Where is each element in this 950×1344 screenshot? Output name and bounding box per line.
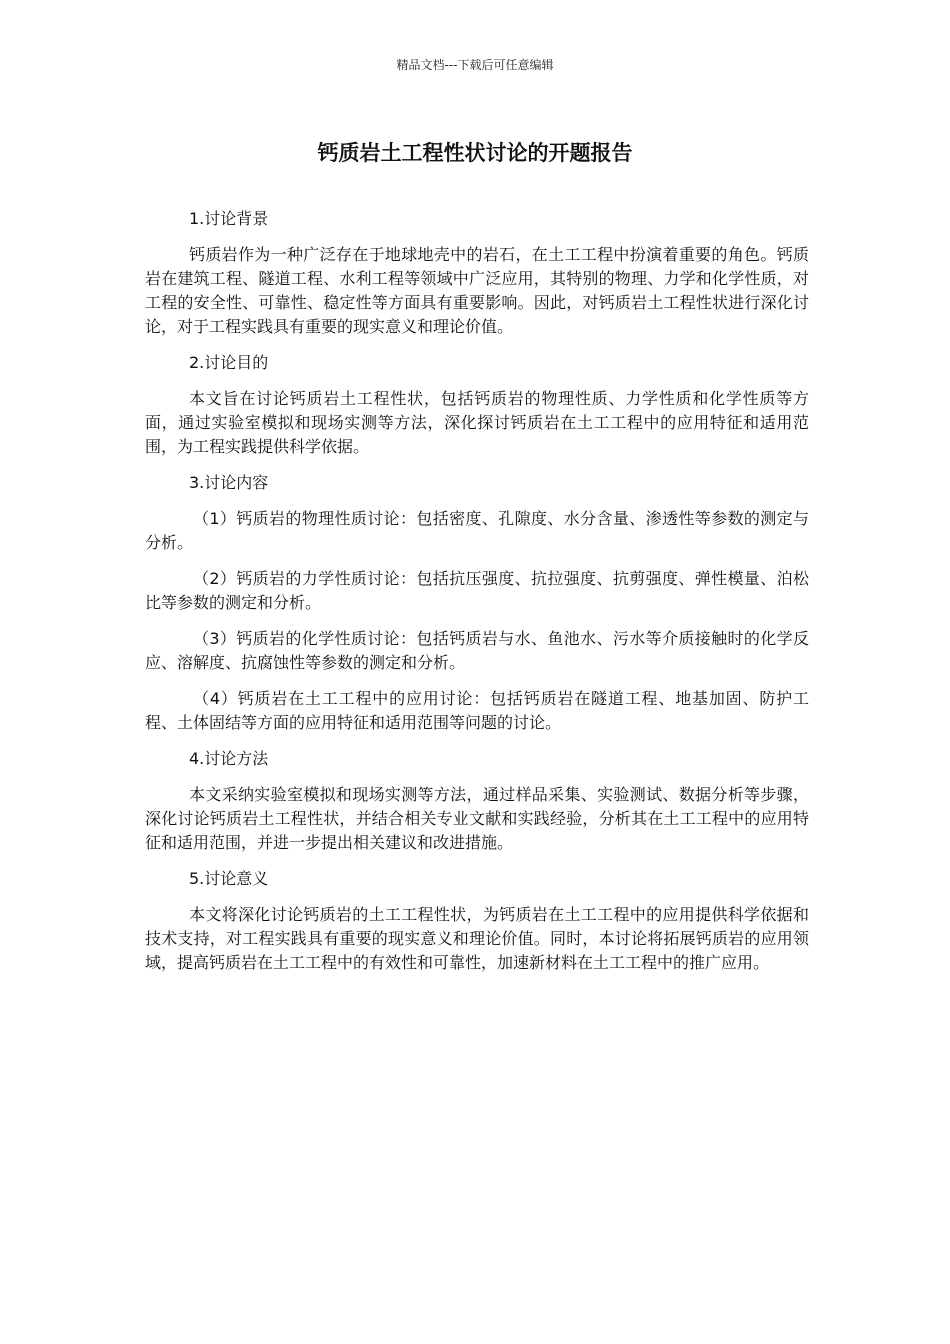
section-heading-significance: 5.讨论意义 — [189, 869, 269, 888]
purpose-paragraph: 本文旨在讨论钙质岩土工程性状，包括钙质岩的物理性质、力学性质和化学性质等方面，通过实验室模拟和现场实测等方法，深化探讨钙质岩在土工工程中的应用特征和适用范围，为工程实践提供科学依据。 — [145, 389, 809, 456]
section-heading-background: 1.讨论背景 — [189, 209, 269, 228]
significance-paragraph: 本文将深化讨论钙质岩的土工工程性状，为钙质岩在土工工程中的应用提供科学依据和技术支持，对工程实践具有重要的现实意义和理论价值。同时，本讨论将拓展钙质岩的应用领域，提高钙质岩在土工工程中的有效性和可靠性，加速新材料在土工工程中的推广应用。 — [145, 905, 809, 972]
content-item-chemical: （3）钙质岩的化学性质讨论：包括钙质岩与水、鱼池水、污水等介质接触时的化学反应、溶解度、抗腐蚀性等参数的测定和分析。 — [145, 629, 809, 672]
section-heading-content: 3.讨论内容 — [189, 473, 269, 492]
method-paragraph: 本文采纳实验室模拟和现场实测等方法，通过样品采集、实验测试、数据分析等步骤，深化讨论钙质岩土工程性状，并结合相关专业文献和实践经验，分析其在土工工程中的应用特征和适用范围，并进一步提出相关建议和改进措施。 — [145, 785, 809, 852]
content-item-mechanical: （2）钙质岩的力学性质讨论：包括抗压强度、抗拉强度、抗剪强度、弹性模量、泊松比等参数的测定和分析。 — [145, 569, 809, 612]
section-heading-purpose: 2.讨论目的 — [189, 353, 269, 372]
document-title: 钙质岩土工程性状讨论的开题报告 — [317, 141, 633, 165]
content-item-physical: （1）钙质岩的物理性质讨论：包括密度、孔隙度、水分含量、渗透性等参数的测定与分析。 — [145, 509, 809, 552]
background-paragraph: 钙质岩作为一种广泛存在于地球地壳中的岩石，在土工工程中扮演着重要的角色。钙质岩在建筑工程、隧道工程、水利工程等领域中广泛应用，其特别的物理、力学和化学性质，对工程的安全性、可靠性、稳定性等方面具有重要影响。因此，对钙质岩土工程性状进行深化讨论，对于工程实践具有重要的现实意义和理论价值。 — [145, 245, 809, 336]
section-heading-method: 4.讨论方法 — [189, 749, 269, 768]
page-header: 精品文档---下载后可任意编辑 — [396, 58, 554, 72]
document-body — [145, 207, 809, 987]
content-item-application: （4）钙质岩在土工工程中的应用讨论：包括钙质岩在隧道工程、地基加固、防护工程、土体固结等方面的应用特征和适用范围等问题的讨论。 — [145, 689, 809, 732]
